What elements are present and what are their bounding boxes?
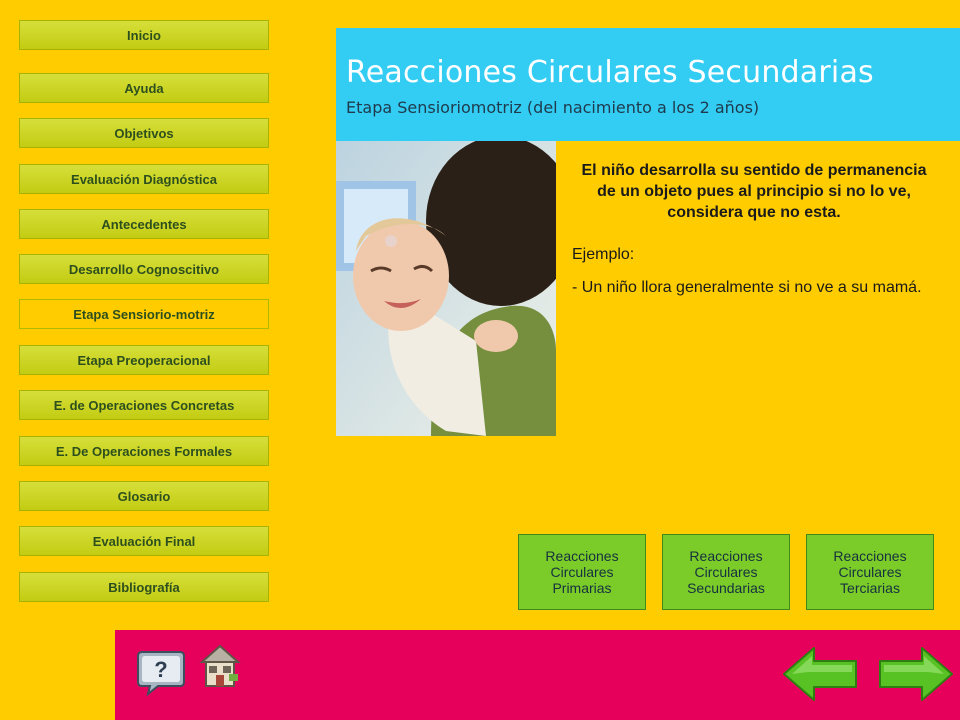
bullet-text: El niño desarrolla su sentido de permanencia de un objeto pues al principio si no lo ve, considera que no esta. bbox=[581, 162, 927, 221]
page-subtitle: Etapa Sensioriomotriz (del nacimiento a los 2 años) bbox=[346, 98, 760, 117]
help-button[interactable] bbox=[136, 646, 186, 696]
nav-bibliografia-button[interactable]: Bibliografía bbox=[19, 572, 269, 602]
reacciones-secundarias-button[interactable] bbox=[662, 534, 790, 610]
nav-etapa-sensorio-motriz-button[interactable]: Etapa Sensiorio-motriz bbox=[19, 299, 269, 329]
primarias-line2: Circulares bbox=[550, 564, 614, 580]
reacciones-primarias-button[interactable] bbox=[518, 534, 646, 610]
arrow-right-icon bbox=[876, 646, 954, 702]
nav-desarrollo-cognoscitivo-button[interactable]: Desarrollo Cognoscitivo bbox=[19, 254, 269, 284]
page-title: Reacciones Circulares Secundarias bbox=[346, 55, 874, 90]
content-panel bbox=[572, 160, 936, 298]
bullet-paragraph bbox=[572, 160, 936, 223]
home-icon bbox=[198, 642, 242, 688]
help-question-mark: ? bbox=[154, 657, 168, 682]
nav-operaciones-formales-button[interactable]: E. De Operaciones Formales bbox=[19, 436, 269, 466]
nav-antecedentes-button[interactable]: Antecedentes bbox=[19, 209, 269, 239]
footer-bar bbox=[0, 630, 960, 720]
nav-glosario-button[interactable]: Glosario bbox=[19, 481, 269, 511]
arrow-left-icon bbox=[782, 646, 860, 702]
secundarias-line2: Circulares bbox=[694, 564, 758, 580]
nav-ayuda-button[interactable]: Ayuda bbox=[19, 73, 269, 103]
footer-left-block bbox=[0, 630, 115, 720]
nav-objetivos-button[interactable]: Objetivos bbox=[19, 118, 269, 148]
reacciones-terciarias-button[interactable] bbox=[806, 534, 934, 610]
terciarias-line2: Circulares bbox=[838, 564, 902, 580]
nav-operaciones-concretas-button[interactable]: E. de Operaciones Concretas bbox=[19, 390, 269, 420]
help-icon bbox=[136, 646, 186, 696]
nav-evaluacion-diagnostica-button[interactable]: Evaluación Diagnóstica bbox=[19, 164, 269, 194]
primarias-line1: Reacciones bbox=[545, 548, 619, 564]
terciarias-line3: Terciarias bbox=[840, 580, 900, 596]
nav-etapa-preoperacional-button[interactable]: Etapa Preoperacional bbox=[19, 345, 269, 375]
secundarias-line1: Reacciones bbox=[689, 548, 763, 564]
sidebar-nav bbox=[0, 0, 290, 630]
example-text: - Un niño llora generalmente si no ve a su mamá. bbox=[572, 279, 922, 296]
header-banner bbox=[336, 28, 960, 141]
nav-inicio-button[interactable]: Inicio bbox=[19, 20, 269, 50]
nav-evaluacion-final-button[interactable]: Evaluación Final bbox=[19, 526, 269, 556]
secundarias-line3: Secundarias bbox=[687, 580, 765, 596]
terciarias-line1: Reacciones bbox=[833, 548, 907, 564]
mother-baby-photo bbox=[336, 141, 556, 436]
home-button[interactable] bbox=[198, 642, 242, 688]
back-arrow-button[interactable] bbox=[782, 646, 860, 702]
example-label: Ejemplo: bbox=[572, 246, 635, 263]
next-arrow-button[interactable] bbox=[876, 646, 954, 702]
primarias-line3: Primarias bbox=[552, 580, 612, 596]
